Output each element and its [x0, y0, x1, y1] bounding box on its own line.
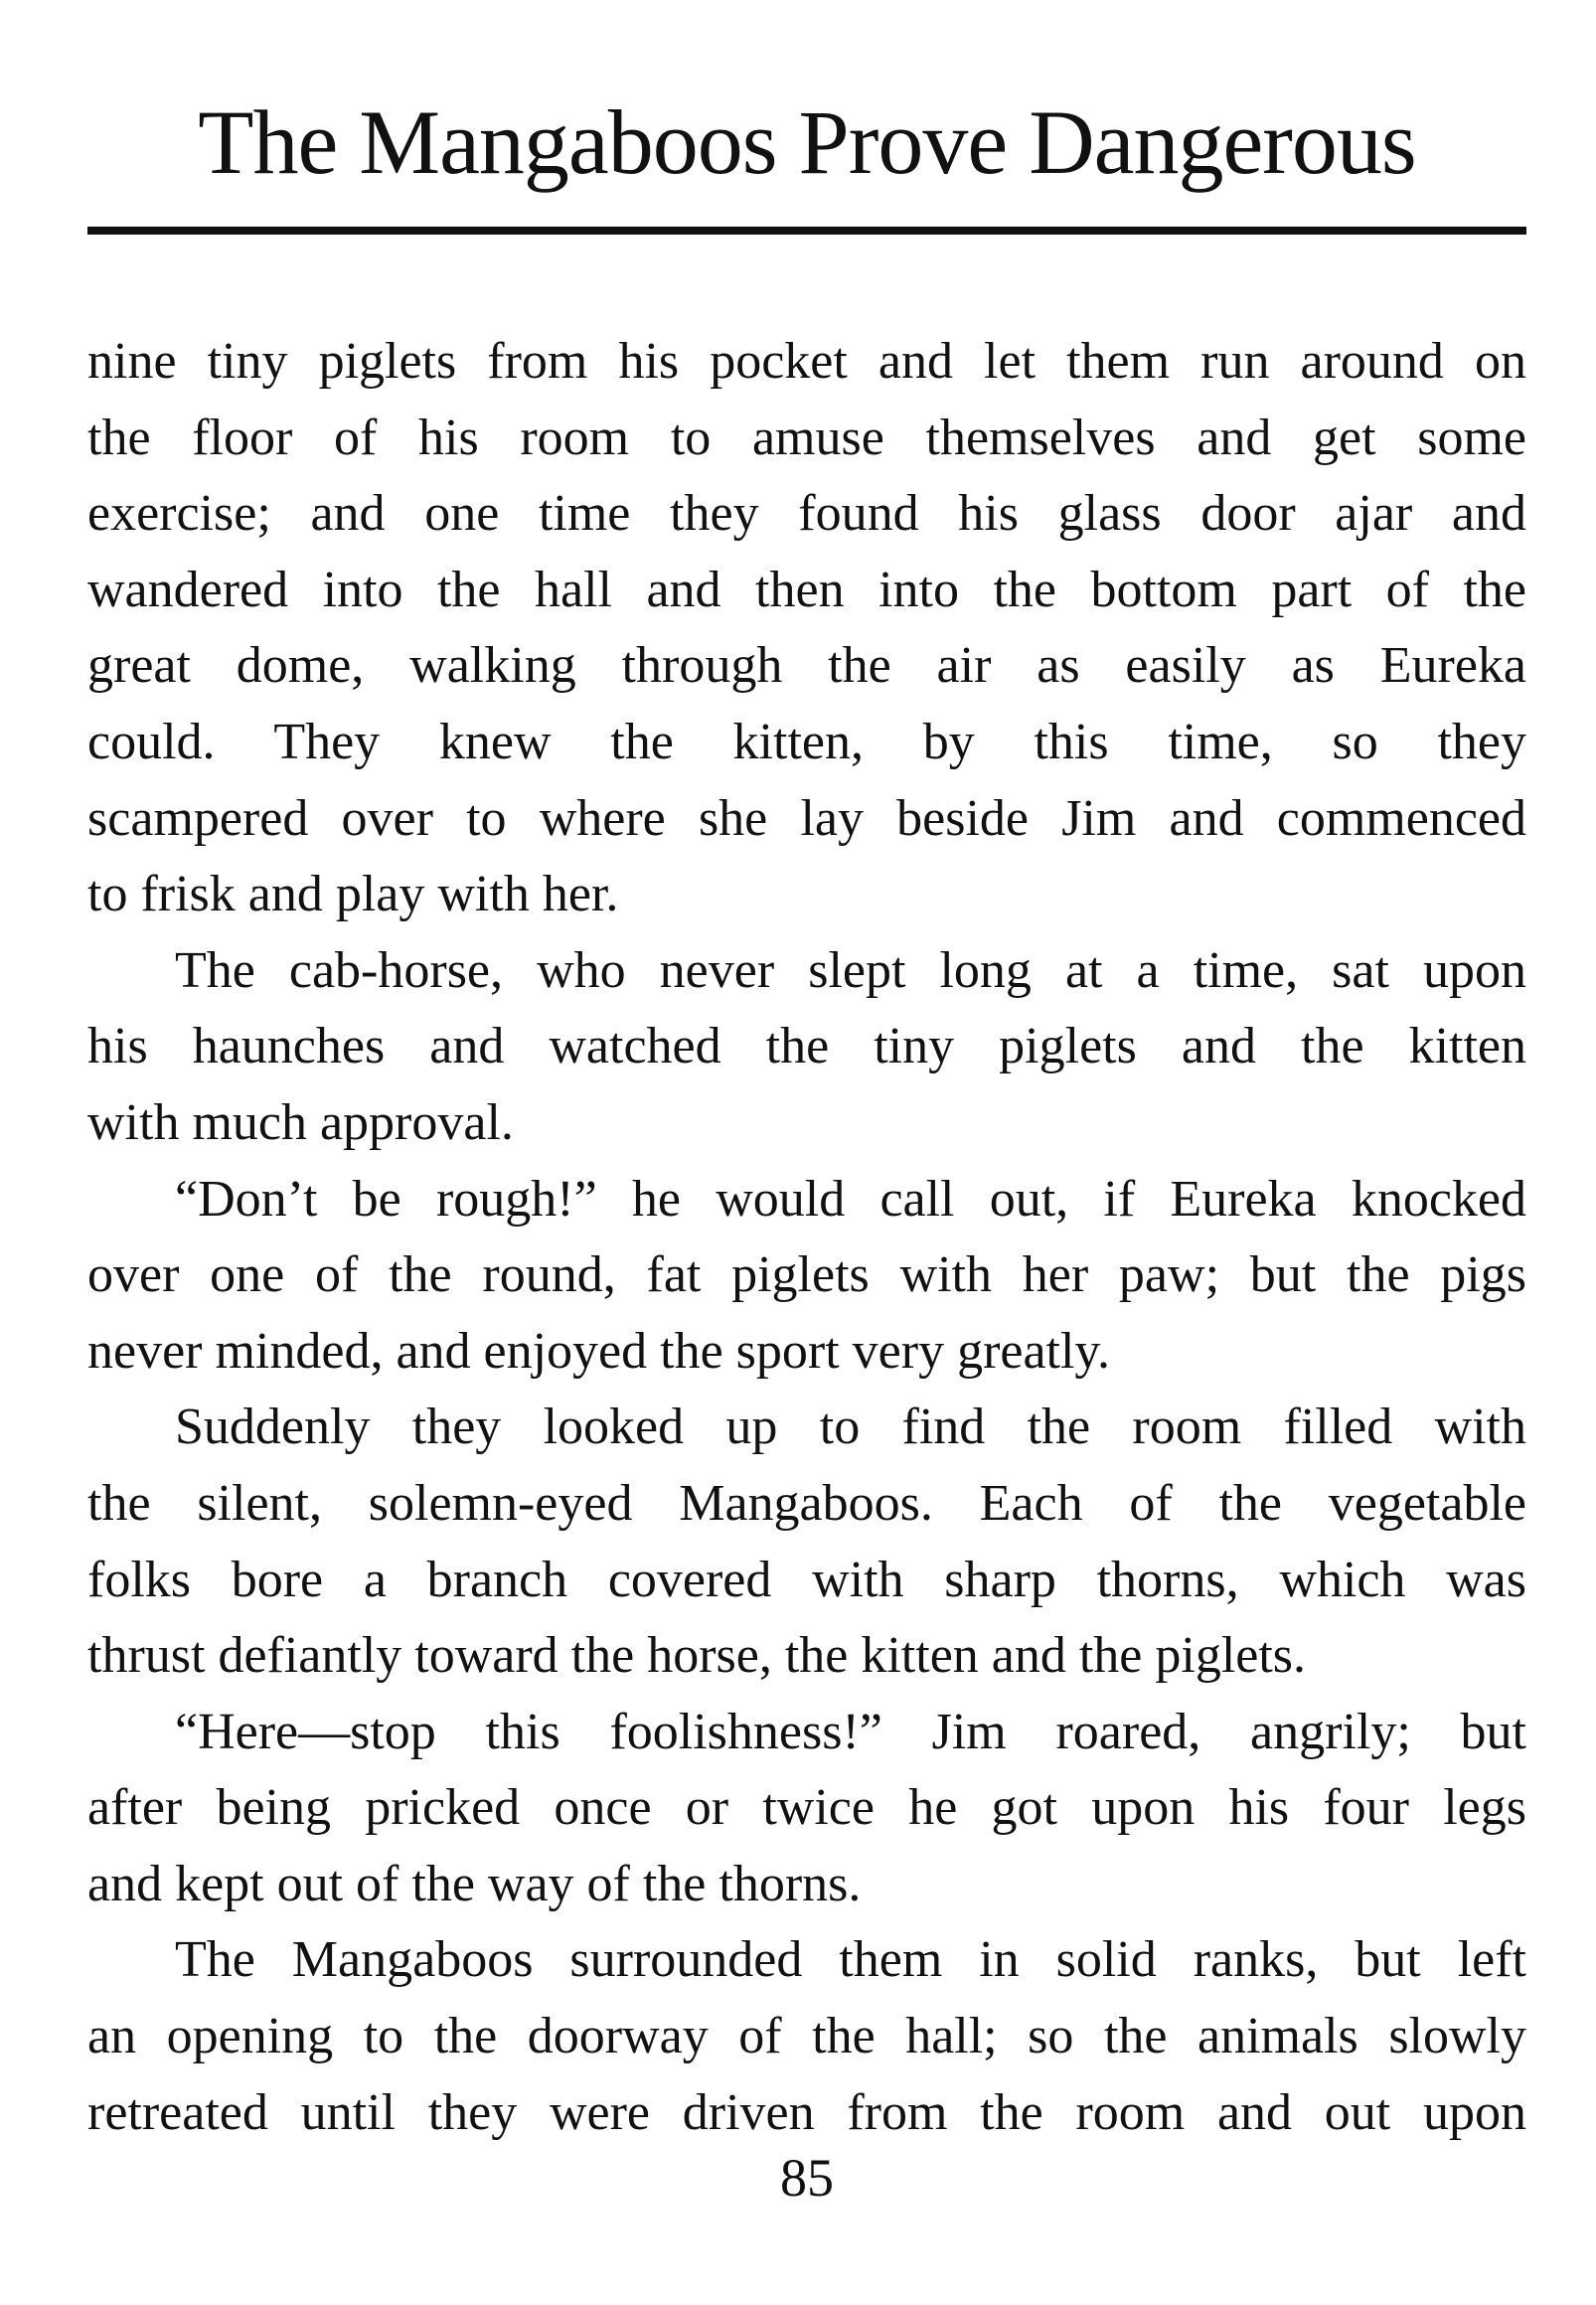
text-line: and kept out of the way of the thorns. [87, 1855, 862, 1912]
text-line: could. They knew the kitten, by this time, so they [87, 713, 1526, 770]
text-line: to frisk and play with her. [87, 866, 619, 923]
text-line: The Mangaboos surrounded them in solid ranks, but left [175, 1931, 1526, 1989]
text-line: scampered over to where she lay beside Jim and commenced [87, 789, 1526, 847]
text-line: an opening to the doorway of the hall; so the animals slowly [87, 2008, 1526, 2065]
text-line: retreated until they were driven from the room and out upon [87, 2083, 1526, 2141]
text-line: The cab-horse, who never slept long at a time, sat upon [175, 941, 1526, 999]
text-line: after being pricked once or twice he got upon his four legs [87, 1779, 1526, 1837]
text-line: with much approval. [87, 1093, 514, 1151]
text-line: nine tiny piglets from his pocket and let them run around on [87, 333, 1526, 390]
text-line: great dome, walking through the air as easily as Eureka [87, 637, 1526, 695]
header-rule [87, 227, 1526, 235]
text-line: wandered into the hall and then into the bottom part of the [87, 561, 1526, 618]
body-text [87, 324, 1526, 2151]
text-line: his haunches and watched the tiny piglets and the kitten [87, 1018, 1526, 1075]
text-line: Suddenly they looked up to find the room filled with [175, 1399, 1526, 1456]
book-page [87, 0, 1526, 2305]
text-line: exercise; and one time they found his glass door ajar and [87, 485, 1526, 543]
page-number: 85 [780, 2148, 834, 2208]
text-line: the floor of his room to amuse themselves and get some [87, 409, 1526, 466]
text-line: “Don’t be rough!” he would call out, if Eureka knocked [175, 1170, 1526, 1228]
text-line: folks bore a branch covered with sharp thorns, which was [87, 1551, 1526, 1608]
running-head: The Mangaboos Prove Dangerous [198, 91, 1416, 193]
text-line: the silent, solemn-eyed Mangaboos. Each of the vegetable [87, 1474, 1526, 1532]
text-line: never minded, and enjoyed the sport very greatly. [87, 1322, 1111, 1380]
text-line: over one of the round, fat piglets with her paw; but the pigs [87, 1246, 1526, 1304]
text-line: “Here—stop this foolishness!” Jim roared, angrily; but [175, 1703, 1526, 1760]
text-line: thrust defiantly toward the horse, the kitten and the piglets. [87, 1627, 1307, 1685]
